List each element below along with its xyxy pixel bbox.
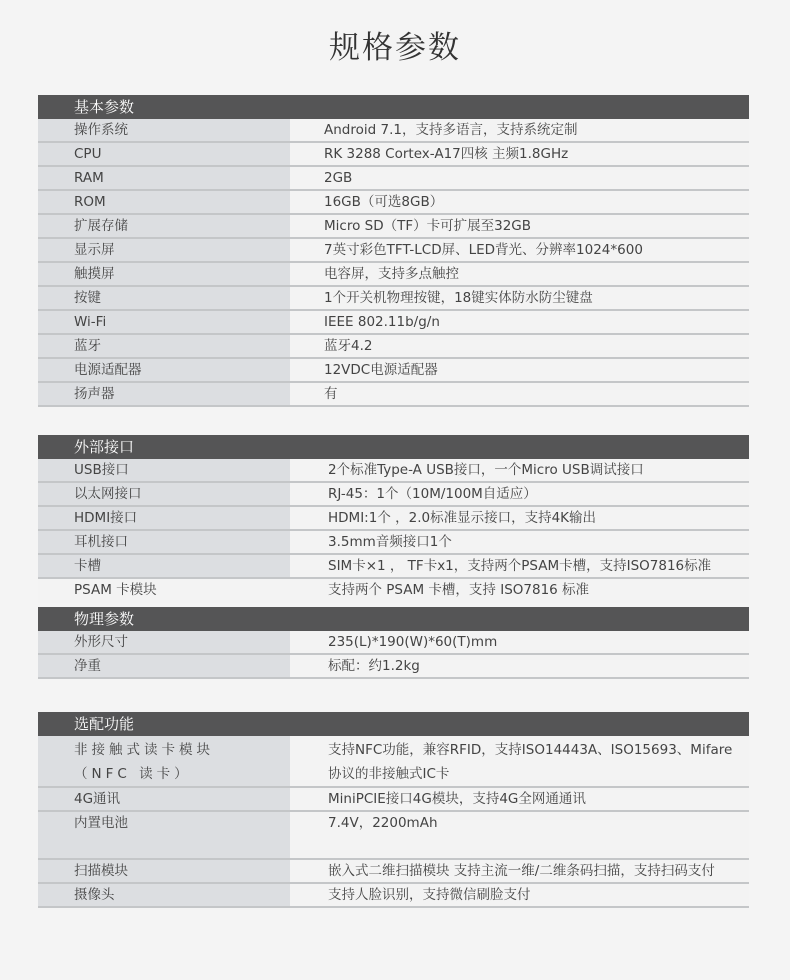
- spec-label: HDMI接口: [38, 507, 290, 529]
- spec-value: RJ-45：1个（10M/100M自适应）: [290, 483, 749, 505]
- spec-label: 外形尺寸: [38, 631, 290, 653]
- spec-row-keys: [38, 287, 749, 311]
- spec-value: SIM卡×1 ， TF卡x1，支持两个PSAM卡槽，支持ISO7816标准: [290, 555, 749, 577]
- spec-value: 支持两个 PSAM 卡槽，支持 ISO7816 标准: [290, 579, 749, 603]
- spec-value: 2GB: [290, 167, 749, 189]
- spec-value: 7英寸彩色TFT-LCD屏、LED背光、分辨率1024*600: [290, 239, 749, 261]
- spec-label: 显示屏: [38, 239, 290, 261]
- spec-row-display: [38, 239, 749, 263]
- section-basic-params: [38, 95, 749, 407]
- spec-value: 16GB（可选8GB）: [290, 191, 749, 213]
- spec-row-bluetooth: [38, 335, 749, 359]
- spec-label: 触摸屏: [38, 263, 290, 285]
- spec-row-scanner: [38, 860, 749, 884]
- spec-row-touch: [38, 263, 749, 287]
- spec-label: [38, 736, 290, 786]
- spec-label: 电源适配器: [38, 359, 290, 381]
- section-heading: 基本参数: [38, 95, 749, 119]
- spec-label: 摄像头: [38, 884, 290, 906]
- spec-label: 蓝牙: [38, 335, 290, 357]
- spec-value: 标配：约1.2kg: [290, 655, 749, 677]
- spec-value-line1: 支持NFC功能，兼容RFID，支持ISO14443A、ISO15693、Mifare: [328, 742, 733, 758]
- section-heading: 选配功能: [38, 712, 749, 736]
- spec-value: 嵌入式二维扫描模块 支持主流一维/二维条码扫描，支持扫码支付: [290, 860, 749, 882]
- spec-row-camera: [38, 884, 749, 908]
- spec-row-weight: [38, 655, 749, 679]
- section-physical-params: [38, 607, 749, 679]
- spec-row-power: [38, 359, 749, 383]
- spec-value: 3.5mm音频接口1个: [290, 531, 749, 553]
- page-title: 规格参数: [329, 30, 461, 66]
- spec-value: 235(L)*190(W)*60(T)mm: [290, 631, 749, 653]
- spec-value: [290, 736, 749, 786]
- spec-row-cpu: [38, 143, 749, 167]
- spec-label-line2: （NFC 读卡）: [74, 766, 192, 782]
- spec-label: 净重: [38, 655, 290, 677]
- spec-label: 扫描模块: [38, 860, 290, 882]
- spec-value: IEEE 802.11b/g/n: [290, 311, 749, 333]
- spec-label: CPU: [38, 143, 290, 165]
- section-external-ports: [38, 435, 749, 603]
- section-heading: 物理参数: [38, 607, 749, 631]
- spec-row-headphone: [38, 531, 749, 555]
- spec-row-dimensions: [38, 631, 749, 655]
- spec-row-psam: [38, 579, 749, 603]
- spec-label: 卡槽: [38, 555, 290, 577]
- spec-label: 扬声器: [38, 383, 290, 405]
- spec-label: USB接口: [38, 459, 290, 481]
- spec-label: 操作系统: [38, 119, 290, 141]
- spec-label: ROM: [38, 191, 290, 213]
- spec-label-line1: 非接触式读卡模块: [74, 742, 214, 758]
- spec-label: Wi-Fi: [38, 311, 290, 333]
- spec-label: RAM: [38, 167, 290, 189]
- spec-value: 有: [290, 383, 749, 405]
- spec-value: Micro SD（TF）卡可扩展至32GB: [290, 215, 749, 237]
- spec-value: HDMI:1个 ，2.0标准显示接口，支持4K输出: [290, 507, 749, 529]
- spec-value: 1个开关机物理按键，18键实体防水防尘键盘: [290, 287, 749, 309]
- spec-value: 蓝牙4.2: [290, 335, 749, 357]
- spec-label: 按键: [38, 287, 290, 309]
- spec-label: 耳机接口: [38, 531, 290, 553]
- spec-row-usb: [38, 459, 749, 483]
- spec-row-storage: [38, 215, 749, 239]
- spec-value-line2: 协议的非接触式IC卡: [328, 766, 450, 782]
- section-optional-features: [38, 712, 749, 908]
- spec-value: 支持人脸识别，支持微信刷脸支付: [290, 884, 749, 906]
- spec-value: Android 7.1，支持多语言，支持系统定制: [290, 119, 749, 141]
- spec-value: 电容屏，支持多点触控: [290, 263, 749, 285]
- spec-row-wifi: [38, 311, 749, 335]
- spec-label: PSAM 卡模块: [38, 579, 290, 603]
- spec-label: 4G通讯: [38, 788, 290, 810]
- spec-value: 7.4V，2200mAh: [290, 812, 749, 858]
- spec-row-ram: [38, 167, 749, 191]
- spec-value: RK 3288 Cortex-A17四核 主频1.8GHz: [290, 143, 749, 165]
- spec-row-ethernet: [38, 483, 749, 507]
- spec-row-rom: [38, 191, 749, 215]
- spec-row-os: [38, 119, 749, 143]
- spec-label: 扩展存储: [38, 215, 290, 237]
- spec-row-4g: [38, 788, 749, 812]
- section-heading: 外部接口: [38, 435, 749, 459]
- spec-row-nfc: [38, 736, 749, 788]
- spec-row-card-slot: [38, 555, 749, 579]
- spec-label: 以太网接口: [38, 483, 290, 505]
- spec-value: 12VDC电源适配器: [290, 359, 749, 381]
- spec-value: MiniPCIE接口4G模块，支持4G全网通通讯: [290, 788, 749, 810]
- spec-row-battery: [38, 812, 749, 860]
- spec-value: 2个标准Type-A USB接口，一个Micro USB调试接口: [290, 459, 749, 481]
- spec-row-speaker: [38, 383, 749, 407]
- spec-label: 内置电池: [38, 812, 290, 858]
- spec-row-hdmi: [38, 507, 749, 531]
